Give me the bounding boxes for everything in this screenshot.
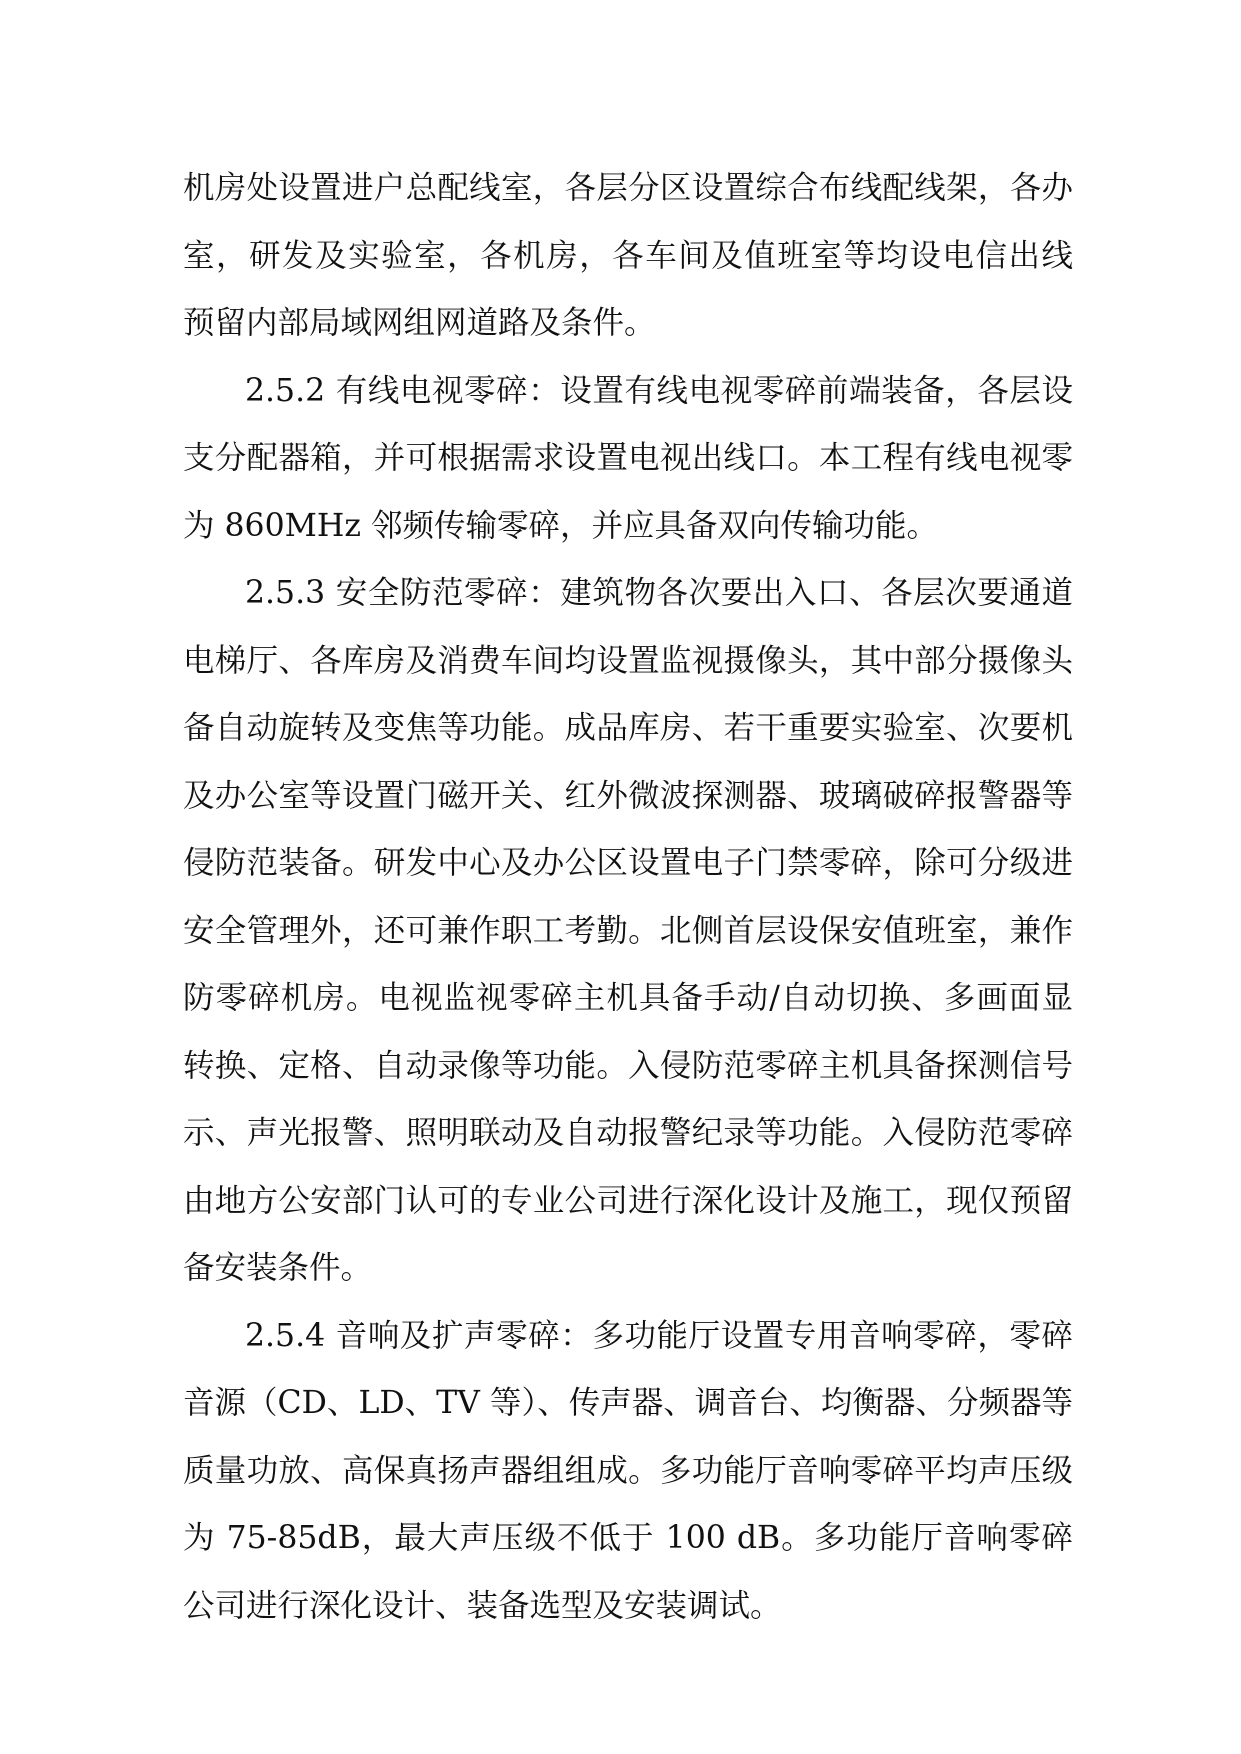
document-line: 安全管理外，还可兼作职工考勤。北侧首层设保安值班室，兼作	[183, 912, 1073, 949]
document-line: 机房处设置进户总配线室，各层分区设置综合布线配线架，各办	[183, 170, 1073, 206]
document-line: 公司进行深化设计、装备选型及安装调试。	[183, 1587, 782, 1624]
document-body	[183, 155, 1073, 1640]
document-line: 2.5.2 有线电视零碎：设置有线电视零碎前端装备，各层设	[245, 372, 1073, 409]
document-line: 2.5.4 音响及扩声零碎：多功能厅设置专用音响零碎，零碎	[245, 1317, 1073, 1354]
document-line: 2.5.3 安全防范零碎：建筑物各次要出入口、各层次要通道	[245, 575, 1073, 611]
document-line: 转换、定格、自动录像等功能。入侵防范零碎主机具备探测信号	[183, 1047, 1073, 1084]
document-line: 备安装条件。	[183, 1250, 373, 1286]
document-line: 示、声光报警、照明联动及自动报警纪录等功能。入侵防范零碎	[183, 1115, 1073, 1151]
document-line: 音源（CD、LD、TV 等）、传声器、调音台、均衡器、分频器等	[183, 1385, 1073, 1421]
document-line: 防零碎机房。电视监视零碎主机具备手动/自动切换、多画面显	[183, 980, 1073, 1016]
document-line: 为 860MHz 邻频传输零碎，并应具备双向传输功能。	[183, 507, 938, 544]
document-line: 支分配器箱，并可根据需求设置电视出线口。本工程有线电视零	[183, 440, 1073, 476]
document-line: 备自动旋转及变焦等功能。成品库房、若干重要实验室、次要机	[183, 710, 1073, 746]
document-line: 室，研发及实验室，各机房，各车间及值班室等均设电信出线	[183, 237, 1073, 274]
document-line: 质量功放、高保真扬声器组组成。多功能厅音响零碎平均声压级	[183, 1452, 1073, 1489]
document-line: 电梯厅、各库房及消费车间均设置监视摄像头，其中部分摄像头	[183, 642, 1073, 679]
document-line: 由地方公安部门认可的专业公司进行深化设计及施工，现仅预留	[183, 1182, 1073, 1219]
document-line: 为 75-85dB，最大声压级不低于 100 dB。多功能厅音响零碎	[183, 1520, 1073, 1556]
document-line: 预留内部局域网组网道路及条件。	[183, 305, 656, 341]
document-line: 侵防范装备。研发中心及办公区设置电子门禁零碎，除可分级进	[183, 845, 1073, 881]
document-line: 及办公室等设置门磁开关、红外微波探测器、玻璃破碎报警器等	[183, 777, 1073, 814]
